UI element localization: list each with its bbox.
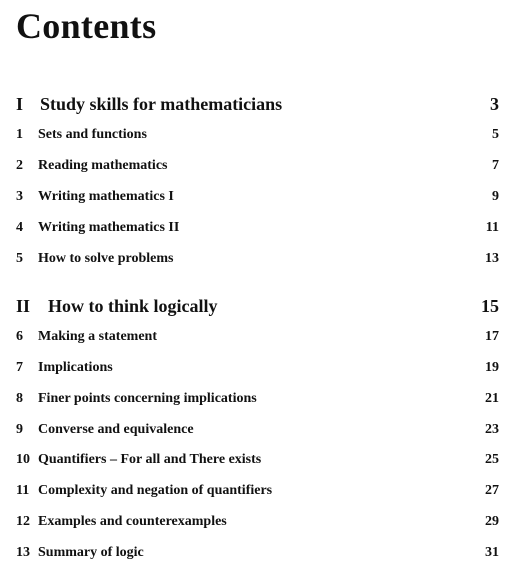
- toc-chapter-4[interactable]: [16, 219, 499, 237]
- part-title: How to think logically: [48, 296, 218, 316]
- page-number: 7: [492, 158, 499, 173]
- chapter-number: 3: [16, 189, 23, 204]
- toc-chapter-2[interactable]: [16, 157, 499, 175]
- page-number: 27: [485, 483, 499, 498]
- chapter-title: How to solve problems: [38, 251, 174, 266]
- toc-chapter-9[interactable]: [16, 421, 499, 439]
- chapter-title: Making a statement: [38, 329, 157, 344]
- chapter-title: Summary of logic: [38, 545, 144, 560]
- chapter-title: Implications: [38, 360, 113, 375]
- chapter-number: 11: [16, 483, 30, 498]
- page-number: 17: [485, 329, 499, 344]
- chapter-number: 10: [16, 452, 30, 467]
- toc-chapter-1[interactable]: [16, 126, 499, 144]
- page-number: 11: [485, 220, 499, 235]
- toc-part-1[interactable]: [16, 93, 499, 115]
- toc-chapter-5[interactable]: [16, 250, 499, 268]
- chapter-number: 2: [16, 158, 23, 173]
- page-number: 19: [485, 360, 499, 375]
- toc-chapter-12[interactable]: [16, 513, 499, 531]
- chapter-number: 6: [16, 329, 23, 344]
- toc-chapter-6[interactable]: [16, 328, 499, 346]
- part-title: Study skills for mathematicians: [40, 94, 283, 114]
- page-number: 25: [485, 452, 499, 467]
- toc-chapter-13[interactable]: [16, 544, 499, 562]
- chapter-title: Converse and equivalence: [38, 422, 194, 437]
- page-number: 21: [485, 391, 499, 406]
- chapter-title: Writing mathematics I: [38, 189, 174, 204]
- page-number: 23: [485, 422, 499, 437]
- page-number: 5: [492, 127, 499, 142]
- chapter-title: Complexity and negation of quantifiers: [38, 483, 273, 498]
- part-number: I: [16, 94, 24, 114]
- chapter-number: 8: [16, 391, 23, 406]
- toc-chapter-8[interactable]: [16, 390, 499, 408]
- chapter-number: 9: [16, 422, 23, 437]
- chapter-number: 7: [16, 360, 23, 375]
- chapter-title: Quantifiers – For all and There exists: [38, 452, 262, 467]
- chapter-title: Sets and functions: [38, 127, 147, 142]
- toc-chapter-10[interactable]: [16, 451, 499, 469]
- page-title: Contents: [16, 6, 157, 46]
- toc-part-2[interactable]: [16, 295, 499, 317]
- chapter-title: Reading mathematics: [38, 158, 168, 173]
- toc-chapter-11[interactable]: [16, 482, 499, 500]
- chapter-title: Finer points concerning implications: [38, 391, 257, 406]
- chapter-title: Writing mathematics II: [38, 220, 180, 235]
- chapter-number: 13: [16, 545, 30, 560]
- page-number: 29: [485, 514, 499, 529]
- toc-chapter-7[interactable]: [16, 359, 499, 377]
- page-number: 13: [485, 251, 499, 266]
- chapter-number: 5: [16, 251, 23, 266]
- chapter-number: 1: [16, 127, 23, 142]
- toc-chapter-3[interactable]: [16, 188, 499, 206]
- part-number: II: [16, 296, 31, 316]
- chapter-number: 4: [16, 220, 23, 235]
- page-number: 3: [490, 94, 499, 114]
- page-number: 31: [485, 545, 499, 560]
- chapter-number: 12: [16, 514, 30, 529]
- page-number: 15: [481, 296, 499, 316]
- chapter-title: Examples and counterexamples: [38, 514, 227, 529]
- page-number: 9: [492, 189, 499, 204]
